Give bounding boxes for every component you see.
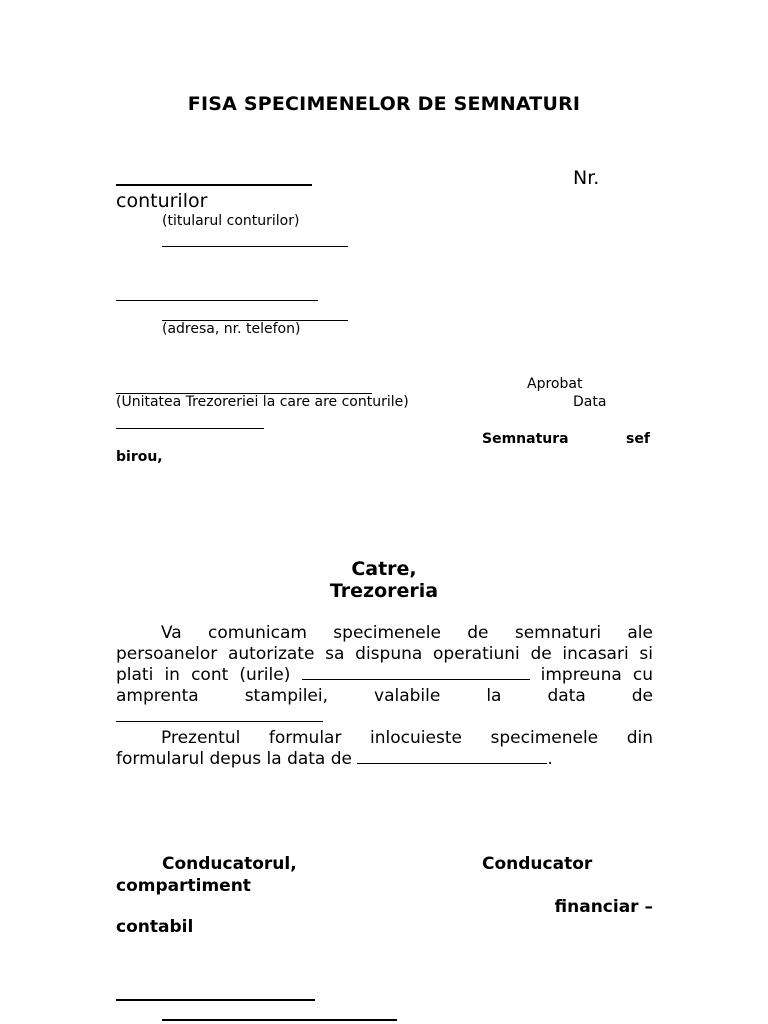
paragraph-replacement — [116, 728, 653, 770]
p1-line-4: amprenta stampilei, valabile la data de — [116, 686, 653, 706]
financiar-label: financiar – — [554, 897, 653, 917]
aprobat-label: Aprobat — [527, 376, 583, 392]
address-line-1 — [116, 300, 318, 301]
page-title: FISA SPECIMENELOR DE SEMNATURI — [187, 93, 581, 115]
contabil-label: contabil — [116, 917, 194, 937]
p2-line-2a: formularul depus la data de — [116, 749, 353, 769]
birou-label: birou, — [116, 449, 163, 465]
p2-line-2 — [116, 749, 653, 770]
p1-line-1: Va comunicam specimenele de semnaturi ale — [161, 623, 653, 643]
p2-line-1: Prezentul formular inlocuieste specimenele din — [161, 728, 653, 748]
titular-signature-line — [116, 184, 312, 186]
conducator-label: Conducator — [482, 854, 593, 874]
p1-line-5 — [116, 707, 653, 728]
catre-heading: Catre, — [351, 558, 417, 580]
data-label: Data — [573, 394, 607, 410]
depus-data-blank — [357, 749, 547, 764]
semnatura-label: Semnatura — [482, 431, 569, 447]
nr-label: Nr. — [573, 167, 600, 189]
paragraph-communication — [116, 623, 653, 728]
financiar-signature-line — [162, 1019, 397, 1021]
conducator-signature-line — [116, 999, 315, 1001]
cont-blank — [302, 665, 530, 680]
p1-line-3a: plati in cont (urile) — [116, 665, 291, 685]
compartiment-label: compartiment — [116, 876, 251, 896]
p1-line-2: persoanelor autorizate sa dispuna operatiuni de incasari si — [116, 644, 653, 664]
conturilor-label: conturilor — [116, 190, 208, 212]
titular-line-2 — [162, 246, 348, 247]
trezoreria-heading: Trezoreria — [329, 580, 439, 602]
p1-line-3 — [116, 665, 653, 686]
data-line — [116, 428, 264, 429]
sef-label: sef — [626, 431, 650, 447]
unitate-caption: (Unitatea Trezoreriei la care are conturile) — [116, 394, 409, 410]
valabile-data-blank — [116, 707, 323, 722]
p2-line-2b: . — [547, 749, 553, 769]
adresa-caption: (adresa, nr. telefon) — [162, 321, 301, 337]
titular-caption: (titularul conturilor) — [162, 213, 300, 229]
p1-line-3b: impreuna cu — [540, 665, 654, 685]
conducatorul-label: Conducatorul, — [162, 854, 297, 874]
